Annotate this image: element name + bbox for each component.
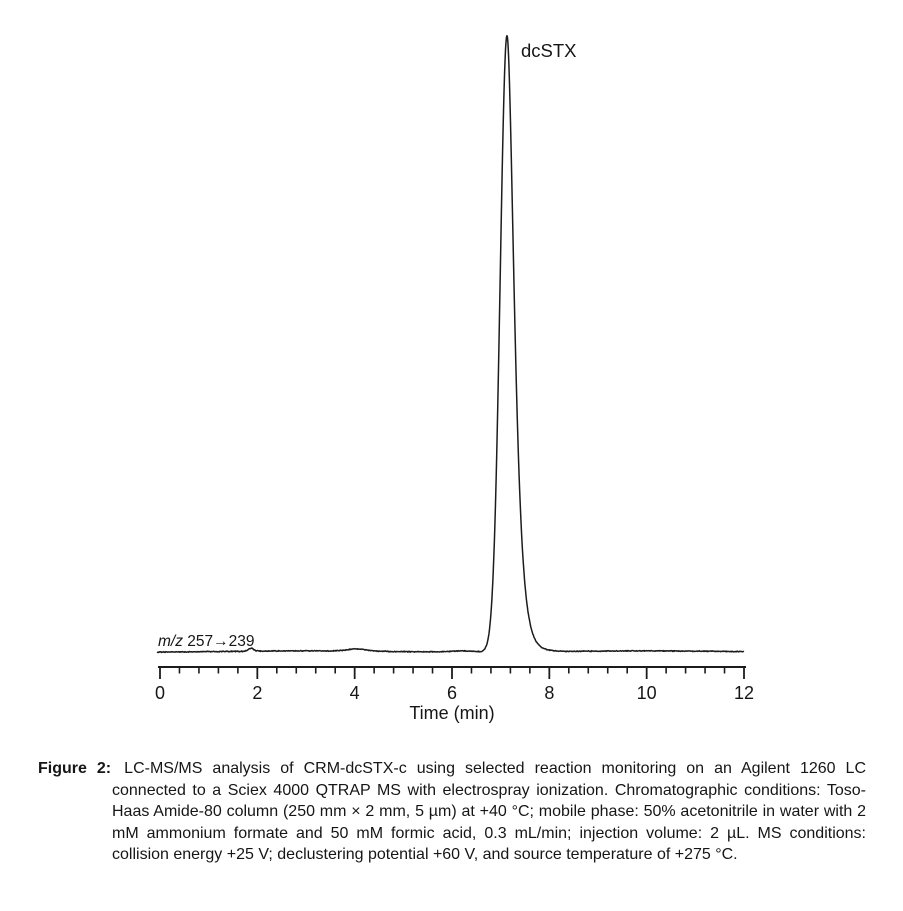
chromatogram-dynamic-layer [155, 36, 754, 703]
figure-caption-label: Figure 2: [38, 760, 112, 777]
x-tick-label: 0 [154, 683, 166, 703]
x-tick-label: 12 [733, 683, 755, 703]
trace-transition-label [158, 633, 255, 650]
x-tick-label: 6 [446, 683, 458, 703]
peak-label: dcSTX [521, 40, 577, 61]
x-tick-label: 2 [252, 683, 263, 703]
trace-transition-label-mz: m/z [158, 633, 183, 650]
x-tick-label: 10 [636, 683, 657, 703]
x-axis-title: Time (min) [409, 703, 495, 723]
x-tick-label: 8 [544, 683, 555, 703]
figure-caption-text: LC-MS/MS analysis of CRM-dcSTX-c using selected reaction monitoring on an Agilent 1260 LC connected to a Sciex 4000 QTRAP MS with electrospray ionization. Chromatographic conditions: Toso-Haas Amide-80 column (250 mm × 2 mm, 5 µm) at +40 °C; mobile phase: 50% acetonitrile in water with 2 mM ammonium formate and 50 mM formic acid, 0.3 mL/min; injection volume: 2 µL. MS conditions: collision energy +25 V; declustering potential +60 V, and source temperature of +275 °C. [112, 760, 867, 863]
figure-caption [38, 758, 866, 866]
trace-transition-label-masses: 257→239 [182, 633, 255, 650]
chromatogram-trace [157, 36, 744, 653]
x-tick-label: 4 [349, 683, 360, 703]
